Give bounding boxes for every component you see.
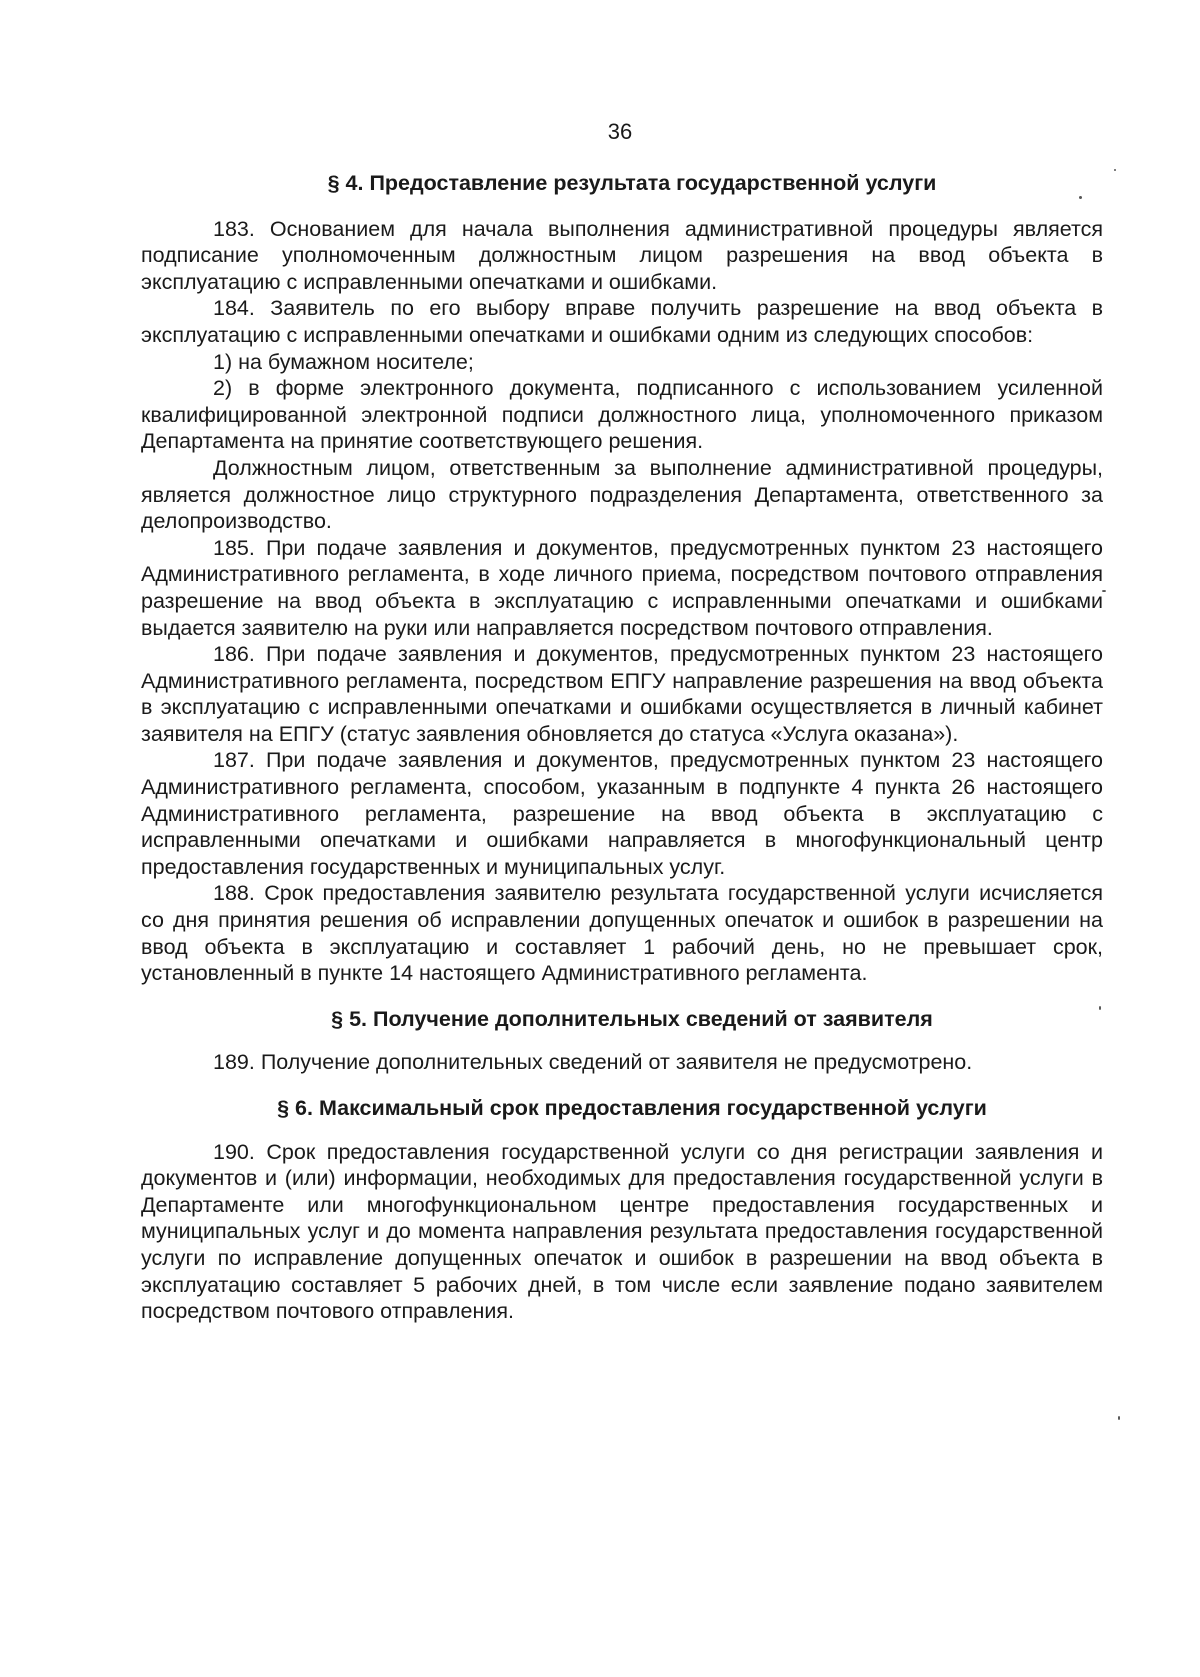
paragraph-190: 190. Срок предоставления государственной услуги со дня регистрации заявления и документов и (или) информации, необходимых для предоставления государственной услуги в Департаменте или многофункциональном центре предоставления государственных и муниципальных услуг и до момента направления результата предоставления государственной услуги по исправление допущенных опечаток и ошибок в разрешении на ввод объекта в эксплуатацию составляет 5 рабочих дней, в том числе если заявление подано заявителем посредством почтового отправления. xyxy=(141,1139,1103,1324)
section-6-heading: § 6. Максимальный срок предоставления государственной услуги xyxy=(277,1096,987,1120)
paragraph-184-responsible: Должностным лицом, ответственным за выполнение административной процедуры, является должностное лицо структурного подразделения Департамента, ответственного за делопроизводство. xyxy=(141,455,1103,534)
scan-speck xyxy=(1114,169,1116,171)
scan-speck xyxy=(1118,1416,1120,1420)
section-4-heading: § 4. Предоставление результата государственной услуги xyxy=(327,171,937,195)
paragraph-184-item-2: 2) в форме электронного документа, подписанного с использованием усиленной квалифицированной электронной подписи должностного лица, уполномоченного приказом Департамента на принятие соответствующего решения. xyxy=(141,376,1103,454)
section-5-heading: § 5. Получение дополнительных сведений от заявителя xyxy=(331,1006,933,1031)
paragraph-185: 185. При подаче заявления и документов, предусмотренных пунктом 23 настоящего Административного регламента, в ходе личного приема, посредством почтового отправления разрешение на ввод объекта в эксплуатацию с исправленными опечатками и ошибками выдается заявителю на руки или направляется посредством почтового отправления. xyxy=(141,535,1103,640)
paragraph-187: 187. При подаче заявления и документов, предусмотренных пунктом 23 настоящего Административного регламента, способом, указанным в подпункте 4 пункта 26 настоящего Административного регламента, разрешение на ввод объекта в эксплуатацию с исправленными опечатками и ошибками направляется в многофункциональный центр предоставления государственных и муниципальных услуг. xyxy=(141,748,1103,879)
paragraph-189: 189. Получение дополнительных сведений от заявителя не предусмотрено. xyxy=(213,1050,973,1075)
paragraph-183: 183. Основанием для начала выполнения административной процедуры является подписание уполномоченным должностным лицом разрешения на ввод объекта в эксплуатацию с исправленными опечатками и ошибками. xyxy=(141,216,1103,294)
paragraph-184-item-1: 1) на бумажном носителе; xyxy=(213,349,474,374)
document-body xyxy=(141,170,1103,1325)
paragraph-188: 188. Срок предоставления заявителю результата государственной услуги исчисляется со дня принятия решения об исправлении допущенных опечаток и ошибок в разрешении на ввод объекта в эксплуатацию и составляет 1 рабочий день, но не превышает срок, установленный в пункте 14 настоящего Административного регламента. xyxy=(141,881,1103,986)
page-number: 36 xyxy=(607,119,633,144)
paragraph-186: 186. При подаче заявления и документов, предусмотренных пунктом 23 настоящего Административного регламента, посредством ЕПГУ направление разрешения на ввод объекта в эксплуатацию с исправленными опечатками и ошибками осуществляется в личный кабинет заявителя на ЕПГУ (статус заявления обновляется до статуса «Услуга оказана»). xyxy=(141,642,1103,746)
paragraph-184: 184. Заявитель по его выбору вправе получить разрешение на ввод объекта в эксплуатацию с исправленными опечатками и ошибками одним из следующих способов: xyxy=(141,296,1103,347)
